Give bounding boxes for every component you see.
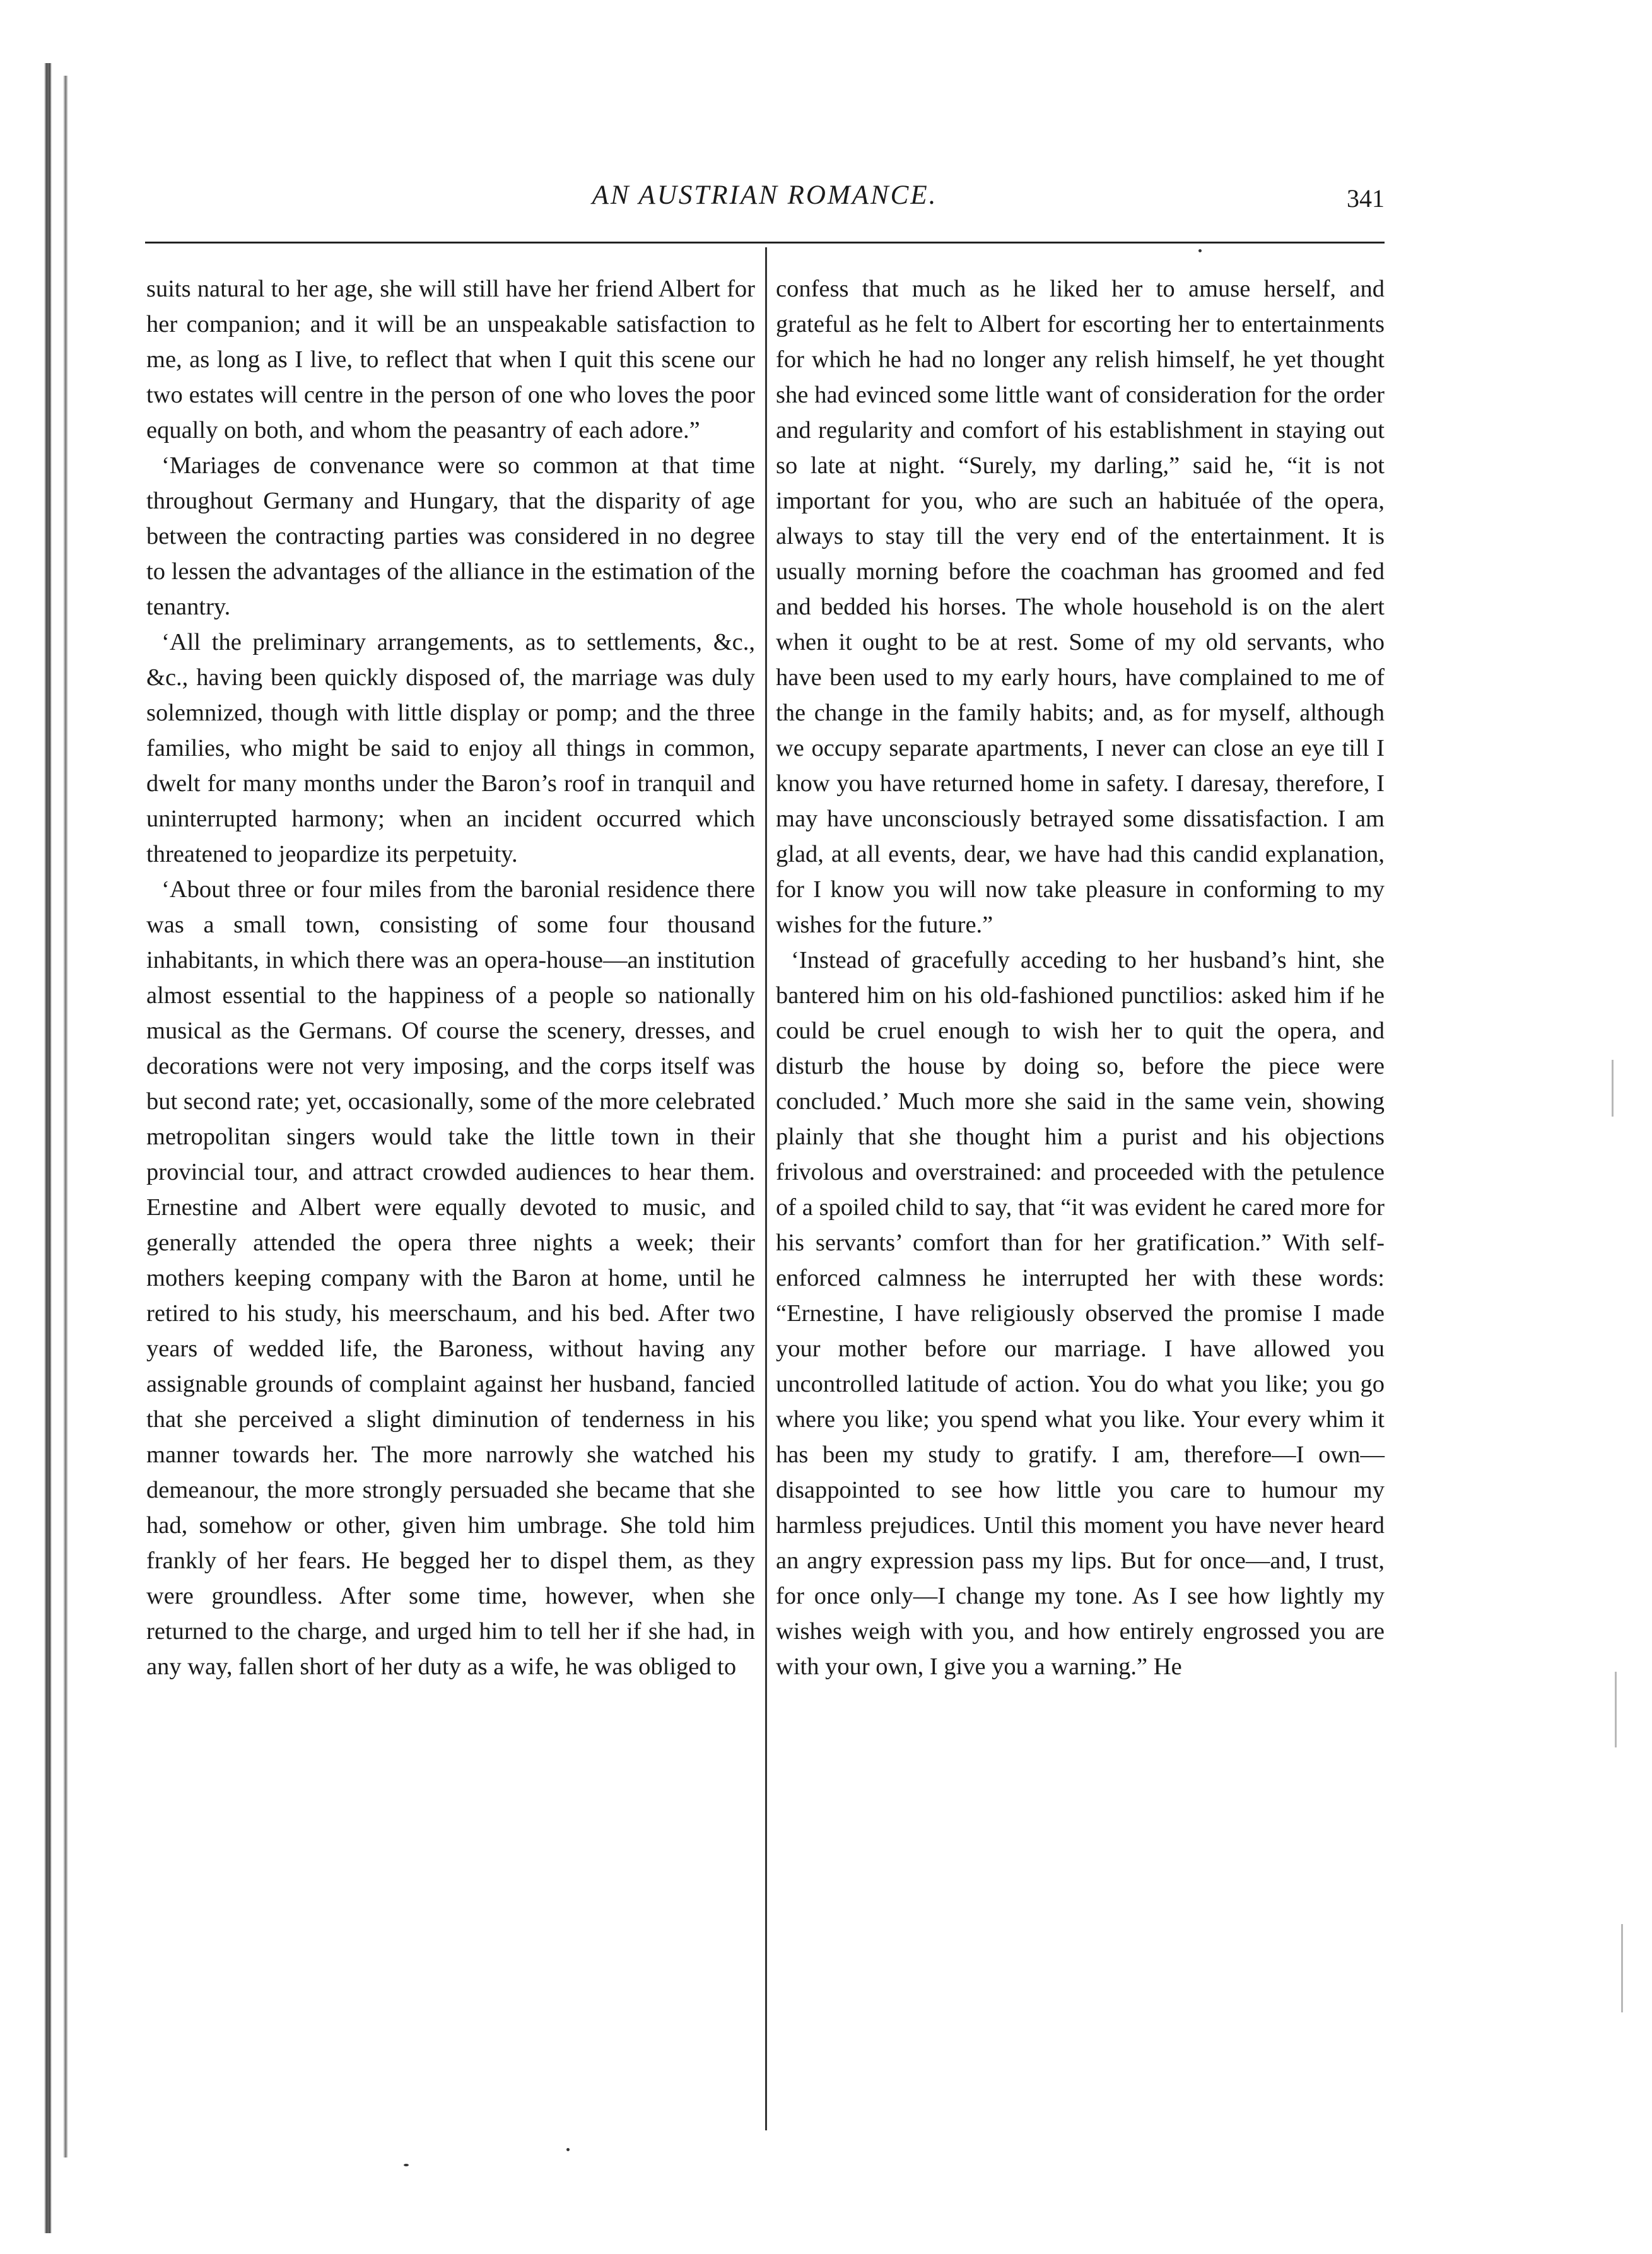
binding-edge-shadow-inner	[63, 76, 68, 2157]
right-edge-mark	[1615, 1672, 1617, 1747]
running-head	[145, 180, 1385, 224]
page-number: 341	[1347, 184, 1385, 213]
ink-speck	[566, 2148, 570, 2151]
paragraph: confess that much as he liked her to amuse herself, and grateful as he felt to Albert for escorting her to entertainments for which he had no longer any relish himself, he yet thought she had evinced some little want of consideration for the order and regularity and comfort of his establishment in staying out so late at night. “Surely, my darling,” said he, “it is not important for you, who are such an habituée of the opera, always to stay till the very end of the entertainment. It is usually morning before the coachman has groomed and fed and bedded his horses. The whole household is on the alert when it ought to be at rest. Some of my old servants, who have been used to my early hours, have complained to me of the change in the family habits; and, as for myself, although we occupy separate apartments, I never can close an eye till I know you have returned home in safety. I daresay, therefore, I may have unconsciously betrayed some dissatisfaction. I am glad, at all events, dear, we have had this candid explanation, for I know you will now take pleasure in conforming to my wishes for the future.”	[776, 276, 1385, 938]
header-rule	[145, 242, 1385, 244]
paragraph: ‘Mariages de convenance were so common at that time throughout Germany and Hungary, that the disparity of age between the contracting parties was considered in no degree to lessen the advantages of the alliance in the estimation of the tenantry.	[146, 452, 755, 620]
ink-speck	[404, 2164, 409, 2166]
paragraph: ‘About three or four miles from the baronial residence there was a small town, consisting of some four thousand inhabitants, in which there was an opera-house—an institution almost essential to the happiness of a people so nationally musical as the Germans. Of course the scenery, dresses, and decorations were not very imposing, and the corps itself was but second rate; yet, occasionally, some of the more celebrated metropolitan singers would take the little town in their provincial tour, and attract crowded audiences to hear them. Ernestine and Albert were equally devoted to music, and generally attended the opera three nights a week; their mothers keeping company with the Baron at home, until he retired to his study, his meerschaum, and his bed. After two years of wedded life, the Baroness, without having any assignable grounds of complaint against her husband, fancied that she perceived a slight diminution of tenderness in his manner towards her. The more narrowly she watched his demeanour, the more strongly persuaded she became that she had, somehow or other, given him umbrage. She told him frankly of her fears. He begged her to dispel them, as they were groundless. After some time, however, when she returned to the charge, and urged him to tell her if she had, in any way, fallen short of her duty as a wife, he was obliged to	[146, 876, 755, 1680]
right-edge-mark	[1621, 1924, 1623, 2012]
right-column	[776, 271, 1385, 2139]
right-edge-mark	[1612, 1060, 1614, 1117]
binding-edge-shadow	[44, 63, 52, 2233]
ink-speck	[1198, 249, 1202, 252]
running-title: AN AUSTRIAN ROMANCE.	[592, 180, 938, 210]
left-column	[146, 271, 755, 2139]
paragraph: ‘Instead of gracefully acceding to her husband’s hint, she bantered him on his old-fashioned punctilios: asked him if he could be cruel enough to wish her to quit the opera, and disturb the house by doing so, before the piece were concluded.’ Much more she said in the same vein, showing plainly that she thought him a purist and his objections frivolous and overstrained: and proceeded with the petulence of a spoiled child to say, that “it was evident he cared more for his servants’ comfort than for her gratification.” With self-enforced calmness he interrupted her with these words: “Ernestine, I have religiously observed the promise I made your mother before our marriage. I have allowed you uncontrolled latitude of action. You do what you like; you go where you like; you spend what you like. Your every whim it has been my study to gratify. I am, therefore—I own—disappointed to see how little you care to humour my harmless prejudices. Until this moment you have never heard an angry expression pass my lips. But for once—and, I trust, for once only—I change my tone. As I see how lightly my wishes weigh with you, and how entirely engrossed you are with your own, I give you a warning.” He	[776, 947, 1385, 1680]
column-divider	[765, 247, 767, 2130]
paragraph: suits natural to her age, she will still have her friend Albert for her companion; and it will be an unspeakable satisfaction to me, as long as I live, to reflect that when I quit this scene our two estates will centre in the person of one who loves the poor equally on both, and whom the peasantry of each adore.”	[146, 276, 755, 443]
paragraph: ‘All the preliminary arrangements, as to settlements, &c., &c., having been quickly disposed of, the marriage was duly solemnized, though with little display or pomp; and the three families, who might be said to enjoy all things in common, dwelt for many months under the Baron’s roof in tranquil and uninterrupted harmony; when an incident occurred which threatened to jeopardize its perpetuity.	[146, 629, 755, 867]
